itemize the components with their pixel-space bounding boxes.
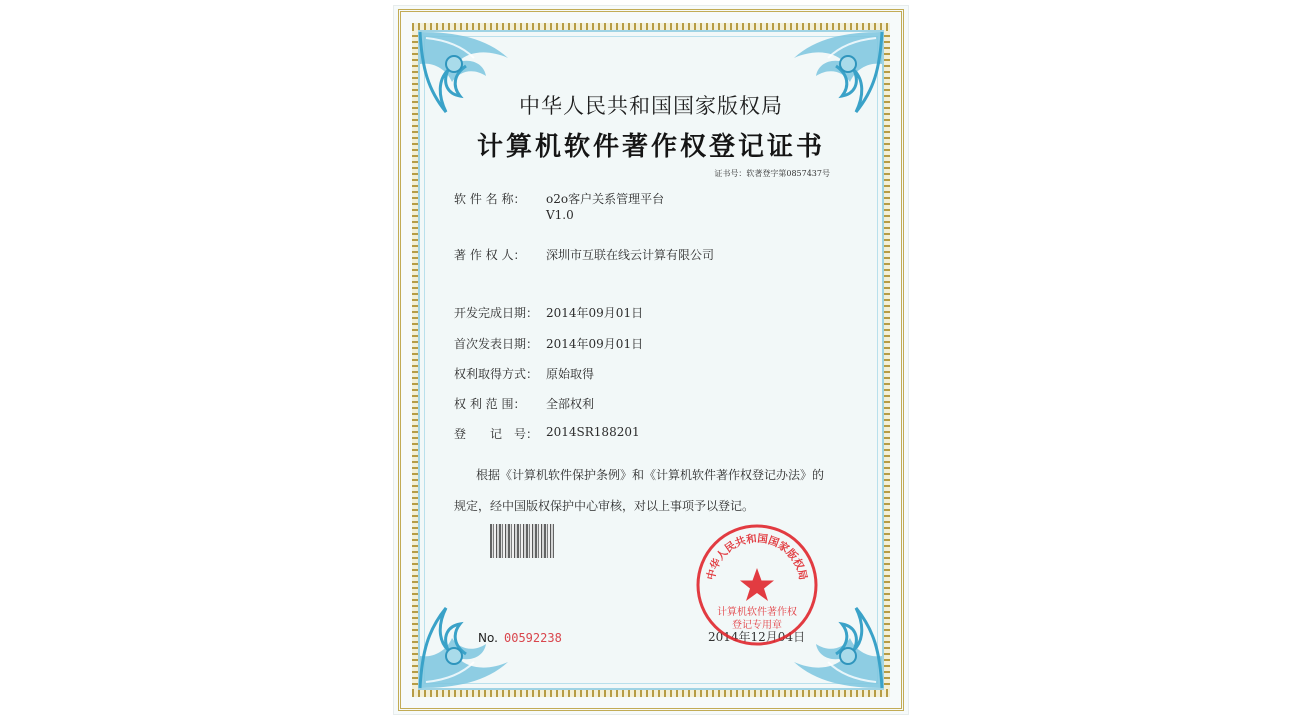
legal-basis-line-1: 根据《计算机软件保护条例》和《计算机软件著作权登记办法》的 <box>476 468 825 482</box>
ornament-corner-bottom-left <box>416 602 526 692</box>
acquisition-method-label: 权利取得方式： <box>454 367 539 381</box>
official-red-seal <box>694 522 820 648</box>
software-version-value: V1.0 <box>546 208 574 222</box>
rights-scope-label: 权 利 范 围： <box>454 397 526 411</box>
registration-number-label: 登 记 号： <box>454 427 539 441</box>
seal-line-1: 计算机软件著作权 <box>717 607 797 618</box>
acquisition-method-value: 原始取得 <box>546 367 595 381</box>
issuing-authority: 中华人民共和国国家版权局 <box>519 94 783 118</box>
copyright-owner-value: 深圳市互联在线云计算有限公司 <box>546 248 715 262</box>
completion-date-label: 开发完成日期： <box>454 306 539 320</box>
registration-number-value: 2014SR188201 <box>546 425 640 439</box>
barcode-sticker <box>490 524 554 558</box>
software-name-label: 软 件 名 称： <box>454 192 526 206</box>
serial-number-value: 00592238 <box>504 631 562 645</box>
issue-date: 2014年12月04日 <box>708 630 806 644</box>
certificate <box>394 6 908 714</box>
seal-star-icon <box>740 568 774 601</box>
serial-number-label: No. <box>478 631 498 645</box>
seal-line-2: 登记专用章 <box>732 620 782 631</box>
certificate-number: 证书号：软著登字第0857437号 <box>714 169 830 178</box>
publication-date-value: 2014年09月01日 <box>546 337 644 351</box>
completion-date-value: 2014年09月01日 <box>546 306 644 320</box>
software-name-value: o2o客户关系管理平台 <box>546 192 665 206</box>
copyright-owner-label: 著 作 权 人： <box>454 248 526 262</box>
certificate-title: 计算机软件著作权登记证书 <box>476 132 825 162</box>
legal-basis-line-2: 规定，经中国版权保护中心审核，对以上事项予以登记。 <box>454 499 755 513</box>
seal-ring-text: 中华人民共和国国家版权局 <box>705 532 809 582</box>
rights-scope-value: 全部权利 <box>546 397 595 411</box>
publication-date-label: 首次发表日期： <box>454 337 539 351</box>
